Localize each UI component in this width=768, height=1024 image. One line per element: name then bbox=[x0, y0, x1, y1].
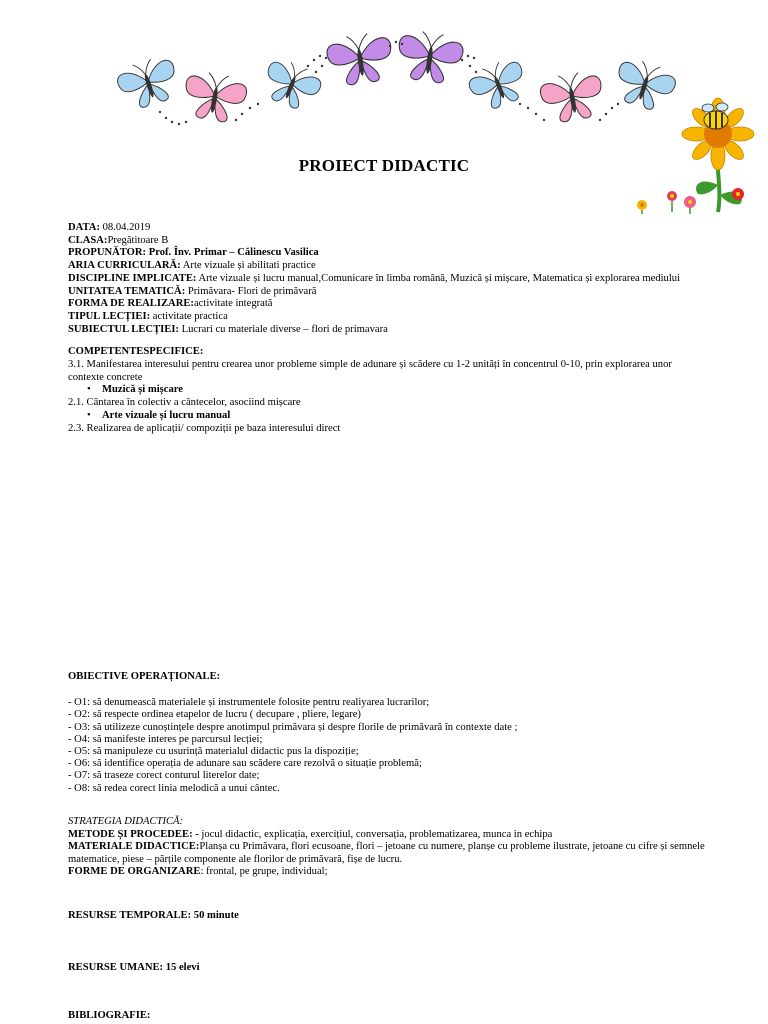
info-data: DATA: 08.04.2019 bbox=[68, 222, 151, 233]
info-subiectul: SUBIECTUL LECȚIEI: Lucrari cu materiale diverse – flori de primavara bbox=[68, 323, 388, 335]
butterfly-icon bbox=[181, 69, 249, 125]
bibliografie-heading: BIBLIOGRAFIE: bbox=[68, 1010, 151, 1021]
decorative-header bbox=[0, 0, 768, 220]
list-item: - O7: să traseze corect conturul literelor date; bbox=[68, 770, 260, 782]
butterfly-icon bbox=[325, 31, 395, 88]
butterfly-icon bbox=[395, 29, 465, 86]
list-item: - O8: să redea corect linia melodică a unui cântec. bbox=[68, 782, 280, 794]
butterfly-icon bbox=[258, 55, 325, 114]
obiective-heading: OBIECTIVE OPERAȚIONALE: bbox=[68, 671, 221, 682]
list-item: - O6: să identifice operația de adunare sau scădere care rezolvă o situație problemă; bbox=[68, 758, 422, 770]
resurse-umane: RESURSE UMANE: 15 elevi bbox=[68, 962, 200, 973]
page-title: PROIECT DIDACTIC bbox=[298, 156, 470, 175]
list-item: - O3: să utilizeze cunoștințele despre anotimpul primăvara și despre florile de primăvară în contexte date ; bbox=[68, 721, 518, 733]
metode-line: METODE ȘI PROCEDEE: - jocul didactic, explicația, exercițiul, conversația, problematizarea, munca in echipa bbox=[68, 828, 553, 840]
strategia-section bbox=[68, 816, 728, 879]
info-aria: ARIA CURRICULARĂ: Arte vizuale și abilitati practice bbox=[68, 260, 316, 272]
info-forma: FORMA DE REALIZARE:activitate integrată bbox=[68, 298, 273, 310]
competente-heading: COMPETENTESPECIFICE: bbox=[68, 346, 204, 358]
list-item: - O2: să respecte ordinea etapelor de lucru ( decupare , pliere, legare) bbox=[68, 709, 361, 721]
info-tipul: TIPUL LECȚIEI: activitate practica bbox=[68, 310, 228, 322]
list-bullet: • Muzică și mișcare bbox=[87, 384, 183, 396]
butterfly-icon bbox=[114, 53, 183, 113]
materiale-line: MATERIALE DIDACTICE:Planșa cu Primăvara, flori ecusoane, flori – jetoane cu numere, planșe cu probleme ilustrate, jetoane cu cifre și semnele matematice, piese – părțile componente ale florilor de primăvară, fișe de lucru. bbox=[68, 841, 705, 865]
resurse-temporale: RESURSE TEMPORALE: 50 minute bbox=[68, 910, 239, 921]
butterfly-icon bbox=[610, 55, 679, 115]
list-item: - O4: să manifeste interes pe parcursul lecției; bbox=[68, 733, 263, 745]
butterfly-icon bbox=[465, 55, 532, 114]
info-discipline: DISCIPLINE IMPLICATE: Arte vizuale și lucru manual,Comunicare în limba română, Muzică și mișcare, Matematica și explorarea mediului bbox=[68, 272, 681, 284]
list-item: - O5: să manipuleze cu usurință materialul didactic pus la dispoziție; bbox=[68, 746, 359, 758]
obiective-section bbox=[68, 671, 728, 795]
forme-line: FORME DE ORGANIZARE: frontal, pe grupe, individual; bbox=[68, 866, 328, 878]
info-clasa: CLASA:Pregătitoare B bbox=[68, 234, 169, 246]
butterfly-icon bbox=[538, 69, 606, 125]
info-unitatea: UNITATEA TEMATICĂ: Primăvara- Flori de primăvară bbox=[68, 285, 317, 297]
info-propunator: PROPUNĂTOR: Prof. Înv. Primar – Călinescu Vasilica bbox=[68, 247, 319, 259]
strategia-heading: STRATEGIA DIDACTICĂ: bbox=[68, 816, 184, 827]
list-bullet: • Arte vizuale și lucru manual bbox=[87, 409, 231, 421]
competenta-item: 2.1. Cântarea în colectiv a cântecelor, asociind mișcare bbox=[68, 397, 301, 409]
competenta-item: 3.1. Manifestarea interesului pentru crearea unor probleme simple de adunare și scădere cu 1-2 unități în concentrul 0-10, prin explorarea unor contexte concrete bbox=[68, 359, 672, 383]
competenta-item: 2.3. Realizarea de aplicații/ compoziții pe baza interesului direct bbox=[68, 422, 341, 434]
list-item: - O1: să denumească materialele și instrumentele folosite pentru realiyarea lucrarilor; bbox=[68, 697, 430, 709]
info-block bbox=[68, 222, 718, 435]
